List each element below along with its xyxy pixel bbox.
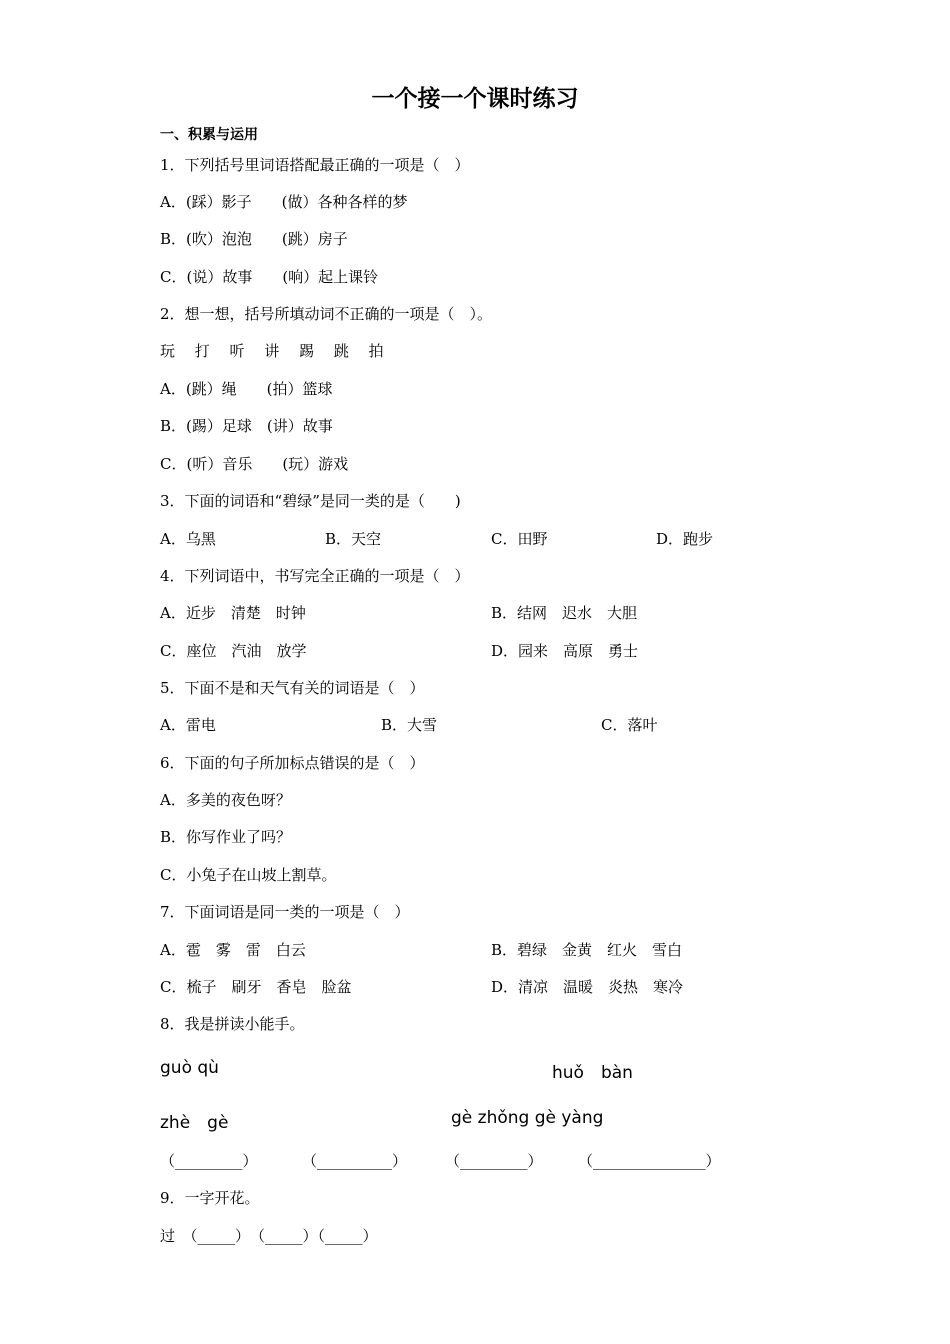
- answer-blank-1[interactable]: （_________）: [160, 1152, 258, 1170]
- page-title: 一个接一个课时练习: [371, 86, 579, 112]
- question-2-word-list: 玩 打 听 讲 踢 跳 拍: [160, 342, 384, 360]
- question-2-option-c[interactable]: C．(听）音乐 (玩）游戏: [160, 455, 349, 473]
- pinyin-2: huǒ bàn: [552, 1063, 633, 1083]
- question-1-option-b[interactable]: B．(吹）泡泡 (跳）房子: [160, 230, 348, 248]
- question-4-option-a[interactable]: A．近步 清楚 时钟: [160, 604, 306, 622]
- question-5-stem: 5．下面不是和天气有关的词语是（ ）: [160, 679, 425, 697]
- question-6-option-a[interactable]: A．多美的夜色呀？: [160, 791, 291, 809]
- pinyin-4: gè zhǒng gè yàng: [451, 1108, 604, 1128]
- question-2-stem: 2．想一想，括号所填动词不正确的一项是（ ）。: [160, 305, 493, 323]
- question-9-stem: 9．一字开花。: [160, 1189, 260, 1207]
- question-4-option-b[interactable]: B．结网 迟水 大胆: [491, 604, 638, 622]
- question-4-option-d[interactable]: D．园来 高原 勇士: [491, 642, 639, 660]
- question-7-stem: 7．下面词语是同一类的一项是（ ）: [160, 903, 410, 921]
- question-6-stem: 6．下面的句子所加标点错误的是（ ）: [160, 754, 425, 772]
- pinyin-3: zhè gè: [160, 1113, 229, 1133]
- question-7-option-a[interactable]: A．雹 雾 雷 白云: [160, 941, 306, 959]
- question-7-option-c[interactable]: C．梳子 刷牙 香皂 脸盆: [160, 978, 352, 996]
- question-3-option-c[interactable]: C．田野: [491, 530, 548, 548]
- question-9-answer-line[interactable]: 过 （_____） （_____）（_____）: [160, 1227, 378, 1245]
- question-3-option-b[interactable]: B．天空: [325, 530, 382, 548]
- question-5-option-c[interactable]: C．落叶: [601, 716, 658, 734]
- question-2-option-b[interactable]: B．(踢）足球 (讲）故事: [160, 417, 333, 435]
- answer-blank-2[interactable]: （__________）: [302, 1152, 408, 1170]
- question-4-option-c[interactable]: C．座位 汽油 放学: [160, 642, 307, 660]
- answer-blank-3[interactable]: （_________）: [445, 1152, 543, 1170]
- question-1-option-a[interactable]: A．(踩）影子 (做）各种各样的梦: [160, 193, 408, 211]
- question-5-option-a[interactable]: A．雷电: [160, 716, 216, 734]
- question-1-stem: 1．下列括号里词语搭配最正确的一项是（ ）: [160, 156, 470, 174]
- question-1-option-c[interactable]: C．(说）故事 (响）起上课铃: [160, 268, 379, 286]
- pinyin-1: guò qù: [160, 1058, 219, 1078]
- section-heading: 一、积累与运用: [160, 127, 258, 143]
- question-5-option-b[interactable]: B．大雪: [381, 716, 438, 734]
- question-4-stem: 4．下列词语中，书写完全正确的一项是（ ）: [160, 567, 470, 585]
- question-7-option-b[interactable]: B．碧绿 金黄 红火 雪白: [491, 941, 683, 959]
- question-3-option-a[interactable]: A．乌黑: [160, 530, 216, 548]
- question-2-option-a[interactable]: A．(跳）绳 (拍）篮球: [160, 380, 333, 398]
- question-6-option-b[interactable]: B．你写作业了吗？: [160, 828, 292, 846]
- question-3-stem: 3．下面的词语和“碧绿”是同一类的是（ ): [160, 492, 461, 510]
- answer-blank-4[interactable]: （_______________）: [578, 1152, 721, 1170]
- question-7-option-d[interactable]: D．清凉 温暖 炎热 寒冷: [491, 978, 684, 996]
- question-3-option-d[interactable]: D．跑步: [656, 530, 714, 548]
- question-8-stem: 8．我是拼读小能手。: [160, 1015, 305, 1033]
- question-6-option-c[interactable]: C．小兔子在山坡上割草。: [160, 866, 337, 884]
